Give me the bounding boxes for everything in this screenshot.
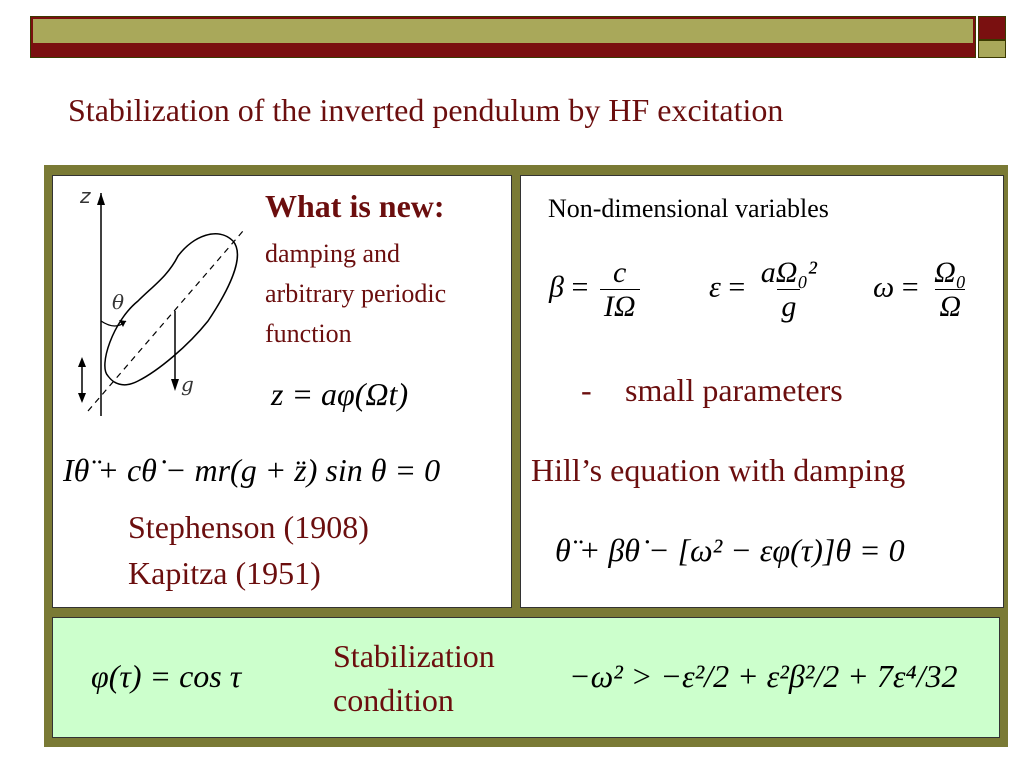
- excitation-equation: [271, 376, 408, 413]
- equation-of-motion: [63, 452, 440, 489]
- beta-denominator: IΩ: [600, 289, 640, 323]
- excitation-arrowhead-up: [78, 357, 86, 367]
- pendulum-axis-dashed: [88, 231, 243, 411]
- omega-fraction: [930, 256, 970, 323]
- excitation-arrowhead-down: [78, 393, 86, 403]
- slide-title: Stabilization of the inverted pendulum by HF excitation: [68, 92, 784, 128]
- small-parameters-dash: -: [581, 372, 592, 408]
- bottom-panel: [52, 617, 1000, 738]
- stabilization-condition-label: [333, 634, 495, 722]
- what-is-new-heading: What is new:: [265, 188, 445, 224]
- phi-definition: [91, 658, 241, 695]
- epsilon-denominator: g: [777, 289, 800, 323]
- header-bar: [30, 16, 976, 58]
- epsilon-definition: ε = $\frac{\text{aΩ₀²}}{g}$: [709, 256, 825, 323]
- what-is-new-item: damping and: [265, 239, 401, 268]
- omega-denominator: Ω: [935, 289, 965, 323]
- z-axis-arrowhead: [97, 193, 105, 205]
- equation-text: −ω² > −ε²/2 + ε²β²/2 + 7ε⁴/32: [569, 658, 958, 694]
- omega-numerator: Ω₀: [934, 256, 967, 289]
- pendulum-figure: [68, 181, 268, 421]
- omega-symbol: ω: [873, 270, 895, 304]
- what-is-new-item: arbitrary periodic: [265, 279, 447, 308]
- small-parameters-label: small parameters: [625, 372, 843, 408]
- condition-label-line: Stabilization: [333, 638, 495, 674]
- theta-arc-arrowhead: [119, 320, 126, 327]
- equation-text: φ(τ) = cos τ: [91, 658, 242, 694]
- omega-definition: ω = $\frac{\text{Ω₀}}{\Omega}$: [873, 256, 974, 323]
- beta-definition: β = $\frac{c}{I\Omega}$: [549, 256, 644, 323]
- epsilon-fraction: [757, 256, 821, 323]
- right-panel: [520, 175, 1004, 608]
- what-is-new-item: function: [265, 319, 352, 348]
- beta-numerator: c: [613, 256, 627, 289]
- hills-equation-heading: Hill’s equation with damping: [531, 452, 906, 488]
- epsilon-symbol: ε: [709, 270, 721, 304]
- header-corner-square-maroon: [978, 16, 1006, 40]
- z-axis-label: z: [80, 184, 91, 208]
- equation-text: θ̈ + βθ̇ − [ω² − εφ(τ)]θ = 0: [555, 532, 905, 568]
- header-bar-olive-stripe: [33, 19, 973, 43]
- references-list: [128, 504, 369, 596]
- nondimensional-heading: Non-dimensional variables: [548, 194, 829, 223]
- header-corner-square-olive: [978, 40, 1006, 58]
- condition-label-line: condition: [333, 682, 454, 718]
- equation-text: Iθ̈ + cθ̇ − mr(g + z̈) sin θ = 0: [63, 452, 441, 488]
- what-is-new-list: [265, 234, 446, 354]
- beta-symbol: β: [549, 270, 564, 304]
- pendulum-body: [105, 234, 238, 385]
- reference-item: Kapitza (1951): [128, 555, 321, 591]
- reference-item: Stephenson (1908): [128, 509, 369, 545]
- left-panel: [52, 175, 512, 608]
- gravity-label: g: [181, 372, 194, 396]
- gravity-arrowhead: [171, 379, 179, 391]
- theta-label: θ: [112, 290, 125, 314]
- hills-equation: [555, 532, 905, 569]
- beta-fraction: [600, 256, 640, 323]
- epsilon-numerator: aΩ₀²: [760, 256, 817, 289]
- stability-inequality: [569, 658, 958, 695]
- equation-text: z = aφ(Ωt): [271, 376, 409, 412]
